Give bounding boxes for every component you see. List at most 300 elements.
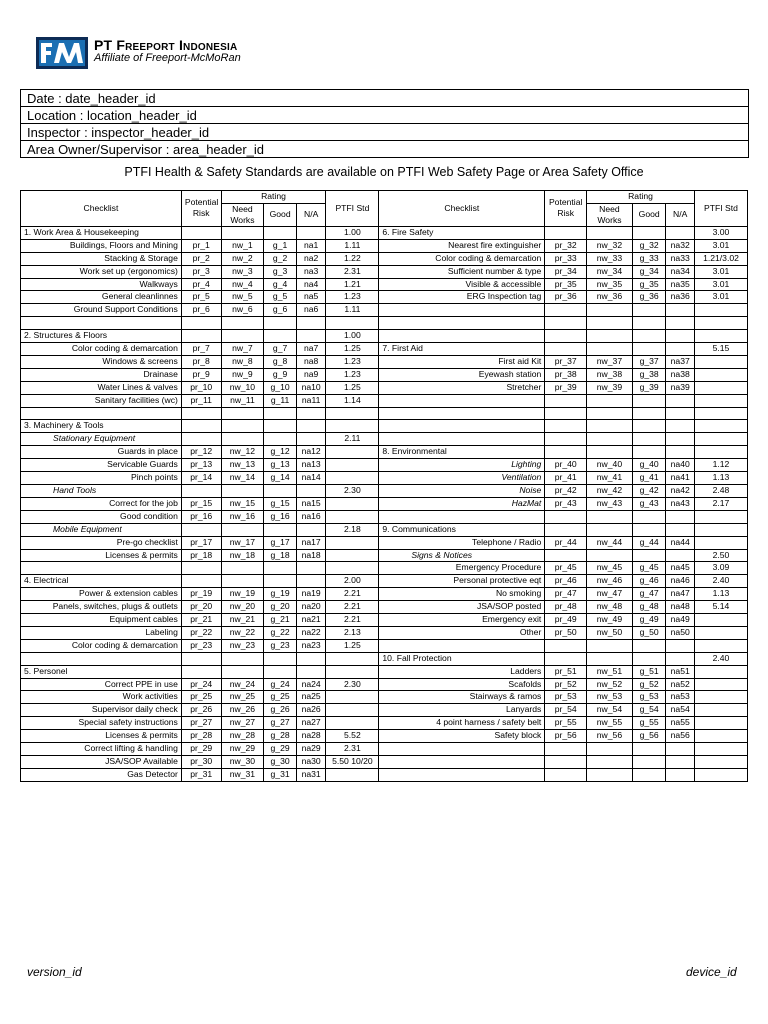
need-works-cell[interactable] (587, 446, 633, 459)
need-works-cell[interactable]: nw_29 (221, 743, 264, 756)
potential-risk-cell[interactable]: pr_13 (181, 459, 221, 472)
good-cell[interactable]: g_40 (632, 459, 666, 472)
good-cell[interactable]: g_36 (632, 291, 666, 304)
na-cell[interactable] (666, 420, 695, 433)
na-cell[interactable] (296, 226, 326, 239)
na-cell[interactable]: na27 (296, 717, 326, 730)
need-works-cell[interactable]: nw_54 (587, 704, 633, 717)
na-cell[interactable]: na41 (666, 472, 695, 485)
na-cell[interactable] (666, 639, 695, 652)
need-works-cell[interactable]: nw_12 (221, 446, 264, 459)
na-cell[interactable] (296, 652, 326, 665)
need-works-cell[interactable] (587, 549, 633, 562)
na-cell[interactable] (666, 768, 695, 781)
need-works-cell[interactable]: nw_39 (587, 381, 633, 394)
need-works-cell[interactable]: nw_32 (587, 239, 633, 252)
potential-risk-cell[interactable]: pr_55 (545, 717, 587, 730)
need-works-cell[interactable] (587, 226, 633, 239)
na-cell[interactable] (666, 446, 695, 459)
good-cell[interactable]: g_16 (264, 510, 297, 523)
na-cell[interactable]: na52 (666, 678, 695, 691)
need-works-cell[interactable]: nw_1 (221, 239, 264, 252)
potential-risk-cell[interactable]: pr_32 (545, 239, 587, 252)
na-cell[interactable]: na51 (666, 665, 695, 678)
na-cell[interactable] (296, 317, 326, 330)
na-cell[interactable] (666, 743, 695, 756)
need-works-cell[interactable]: nw_15 (221, 497, 264, 510)
na-cell[interactable]: na17 (296, 536, 326, 549)
good-cell[interactable]: g_10 (264, 381, 297, 394)
need-works-cell[interactable] (587, 317, 633, 330)
good-cell[interactable]: g_31 (264, 768, 297, 781)
good-cell[interactable]: g_8 (264, 355, 297, 368)
good-cell[interactable]: g_49 (632, 614, 666, 627)
na-cell[interactable] (296, 484, 326, 497)
potential-risk-cell[interactable]: pr_8 (181, 355, 221, 368)
good-cell[interactable] (632, 343, 666, 356)
need-works-cell[interactable]: nw_47 (587, 588, 633, 601)
need-works-cell[interactable] (587, 768, 633, 781)
need-works-cell[interactable] (221, 562, 264, 575)
potential-risk-cell[interactable] (545, 317, 587, 330)
need-works-cell[interactable]: nw_31 (221, 768, 264, 781)
good-cell[interactable] (632, 743, 666, 756)
potential-risk-cell[interactable]: pr_36 (545, 291, 587, 304)
potential-risk-cell[interactable]: pr_40 (545, 459, 587, 472)
need-works-cell[interactable] (221, 330, 264, 343)
potential-risk-cell[interactable]: pr_1 (181, 239, 221, 252)
potential-risk-cell[interactable] (181, 433, 221, 446)
good-cell[interactable] (632, 639, 666, 652)
potential-risk-cell[interactable] (181, 523, 221, 536)
need-works-cell[interactable] (587, 420, 633, 433)
good-cell[interactable]: g_29 (264, 743, 297, 756)
potential-risk-cell[interactable]: pr_45 (545, 562, 587, 575)
potential-risk-cell[interactable]: pr_28 (181, 730, 221, 743)
potential-risk-cell[interactable] (181, 665, 221, 678)
need-works-cell[interactable]: nw_35 (587, 278, 633, 291)
na-cell[interactable] (296, 575, 326, 588)
need-works-cell[interactable]: nw_33 (587, 252, 633, 265)
potential-risk-cell[interactable] (545, 433, 587, 446)
na-cell[interactable]: na43 (666, 497, 695, 510)
na-cell[interactable] (666, 407, 695, 420)
good-cell[interactable] (632, 756, 666, 769)
good-cell[interactable]: g_1 (264, 239, 297, 252)
need-works-cell[interactable]: nw_51 (587, 665, 633, 678)
potential-risk-cell[interactable]: pr_26 (181, 704, 221, 717)
good-cell[interactable]: g_52 (632, 678, 666, 691)
need-works-cell[interactable]: nw_34 (587, 265, 633, 278)
inspector-field[interactable]: Inspector : inspector_header_id (21, 124, 748, 141)
potential-risk-cell[interactable]: pr_14 (181, 472, 221, 485)
need-works-cell[interactable]: nw_50 (587, 626, 633, 639)
na-cell[interactable] (296, 420, 326, 433)
na-cell[interactable]: na25 (296, 691, 326, 704)
need-works-cell[interactable]: nw_44 (587, 536, 633, 549)
potential-risk-cell[interactable]: pr_12 (181, 446, 221, 459)
need-works-cell[interactable]: nw_2 (221, 252, 264, 265)
good-cell[interactable] (632, 652, 666, 665)
need-works-cell[interactable]: nw_30 (221, 756, 264, 769)
need-works-cell[interactable]: nw_16 (221, 510, 264, 523)
good-cell[interactable] (632, 304, 666, 317)
potential-risk-cell[interactable]: pr_16 (181, 510, 221, 523)
potential-risk-cell[interactable]: pr_43 (545, 497, 587, 510)
na-cell[interactable] (666, 523, 695, 536)
good-cell[interactable]: g_38 (632, 368, 666, 381)
good-cell[interactable]: g_41 (632, 472, 666, 485)
good-cell[interactable]: g_34 (632, 265, 666, 278)
potential-risk-cell[interactable] (545, 420, 587, 433)
need-works-cell[interactable]: nw_20 (221, 601, 264, 614)
na-cell[interactable]: na9 (296, 368, 326, 381)
good-cell[interactable]: g_7 (264, 343, 297, 356)
na-cell[interactable]: na34 (666, 265, 695, 278)
need-works-cell[interactable]: nw_17 (221, 536, 264, 549)
potential-risk-cell[interactable] (545, 226, 587, 239)
na-cell[interactable]: na44 (666, 536, 695, 549)
good-cell[interactable] (632, 446, 666, 459)
na-cell[interactable] (666, 756, 695, 769)
potential-risk-cell[interactable]: pr_2 (181, 252, 221, 265)
need-works-cell[interactable]: nw_7 (221, 343, 264, 356)
na-cell[interactable]: na20 (296, 601, 326, 614)
potential-risk-cell[interactable] (545, 549, 587, 562)
na-cell[interactable]: na45 (666, 562, 695, 575)
need-works-cell[interactable] (587, 743, 633, 756)
good-cell[interactable]: g_27 (264, 717, 297, 730)
potential-risk-cell[interactable] (181, 407, 221, 420)
potential-risk-cell[interactable] (181, 330, 221, 343)
good-cell[interactable]: g_26 (264, 704, 297, 717)
na-cell[interactable]: na40 (666, 459, 695, 472)
good-cell[interactable]: g_56 (632, 730, 666, 743)
potential-risk-cell[interactable]: pr_27 (181, 717, 221, 730)
na-cell[interactable]: na22 (296, 626, 326, 639)
good-cell[interactable]: g_14 (264, 472, 297, 485)
need-works-cell[interactable]: nw_19 (221, 588, 264, 601)
potential-risk-cell[interactable]: pr_15 (181, 497, 221, 510)
na-cell[interactable]: na39 (666, 381, 695, 394)
need-works-cell[interactable]: nw_5 (221, 291, 264, 304)
good-cell[interactable]: g_43 (632, 497, 666, 510)
good-cell[interactable]: g_5 (264, 291, 297, 304)
potential-risk-cell[interactable]: pr_7 (181, 343, 221, 356)
na-cell[interactable]: na26 (296, 704, 326, 717)
need-works-cell[interactable]: nw_53 (587, 691, 633, 704)
need-works-cell[interactable] (221, 484, 264, 497)
potential-risk-cell[interactable]: pr_10 (181, 381, 221, 394)
good-cell[interactable]: g_48 (632, 601, 666, 614)
need-works-cell[interactable] (221, 433, 264, 446)
na-cell[interactable]: na4 (296, 278, 326, 291)
na-cell[interactable]: na1 (296, 239, 326, 252)
good-cell[interactable]: g_22 (264, 626, 297, 639)
need-works-cell[interactable]: nw_43 (587, 497, 633, 510)
good-cell[interactable]: g_21 (264, 614, 297, 627)
good-cell[interactable] (632, 226, 666, 239)
good-cell[interactable]: g_55 (632, 717, 666, 730)
potential-risk-cell[interactable]: pr_56 (545, 730, 587, 743)
potential-risk-cell[interactable]: pr_24 (181, 678, 221, 691)
need-works-cell[interactable]: nw_27 (221, 717, 264, 730)
na-cell[interactable] (666, 433, 695, 446)
good-cell[interactable]: g_18 (264, 549, 297, 562)
need-works-cell[interactable] (221, 523, 264, 536)
na-cell[interactable]: na11 (296, 394, 326, 407)
na-cell[interactable] (296, 523, 326, 536)
potential-risk-cell[interactable]: pr_22 (181, 626, 221, 639)
na-cell[interactable]: na13 (296, 459, 326, 472)
potential-risk-cell[interactable]: pr_18 (181, 549, 221, 562)
need-works-cell[interactable]: nw_21 (221, 614, 264, 627)
potential-risk-cell[interactable]: pr_49 (545, 614, 587, 627)
good-cell[interactable] (264, 407, 297, 420)
potential-risk-cell[interactable]: pr_41 (545, 472, 587, 485)
good-cell[interactable] (264, 420, 297, 433)
need-works-cell[interactable] (221, 317, 264, 330)
need-works-cell[interactable]: nw_41 (587, 472, 633, 485)
potential-risk-cell[interactable]: pr_17 (181, 536, 221, 549)
good-cell[interactable]: g_30 (264, 756, 297, 769)
potential-risk-cell[interactable] (181, 226, 221, 239)
need-works-cell[interactable]: nw_28 (221, 730, 264, 743)
good-cell[interactable] (632, 330, 666, 343)
good-cell[interactable]: g_33 (632, 252, 666, 265)
need-works-cell[interactable]: nw_38 (587, 368, 633, 381)
na-cell[interactable] (666, 330, 695, 343)
potential-risk-cell[interactable] (545, 330, 587, 343)
potential-risk-cell[interactable]: pr_50 (545, 626, 587, 639)
potential-risk-cell[interactable]: pr_35 (545, 278, 587, 291)
potential-risk-cell[interactable] (545, 523, 587, 536)
na-cell[interactable]: na6 (296, 304, 326, 317)
good-cell[interactable]: g_17 (264, 536, 297, 549)
need-works-cell[interactable]: nw_52 (587, 678, 633, 691)
na-cell[interactable]: na10 (296, 381, 326, 394)
potential-risk-cell[interactable] (181, 562, 221, 575)
good-cell[interactable]: g_19 (264, 588, 297, 601)
need-works-cell[interactable] (221, 407, 264, 420)
need-works-cell[interactable]: nw_13 (221, 459, 264, 472)
na-cell[interactable]: na31 (296, 768, 326, 781)
need-works-cell[interactable]: nw_49 (587, 614, 633, 627)
na-cell[interactable]: na21 (296, 614, 326, 627)
na-cell[interactable]: na7 (296, 343, 326, 356)
potential-risk-cell[interactable] (545, 743, 587, 756)
need-works-cell[interactable]: nw_42 (587, 484, 633, 497)
good-cell[interactable] (264, 523, 297, 536)
need-works-cell[interactable] (587, 510, 633, 523)
na-cell[interactable] (666, 652, 695, 665)
na-cell[interactable]: na12 (296, 446, 326, 459)
need-works-cell[interactable]: nw_8 (221, 355, 264, 368)
need-works-cell[interactable]: nw_9 (221, 368, 264, 381)
na-cell[interactable] (666, 510, 695, 523)
need-works-cell[interactable]: nw_24 (221, 678, 264, 691)
good-cell[interactable] (632, 433, 666, 446)
potential-risk-cell[interactable]: pr_46 (545, 575, 587, 588)
na-cell[interactable]: na48 (666, 601, 695, 614)
good-cell[interactable] (264, 575, 297, 588)
potential-risk-cell[interactable]: pr_33 (545, 252, 587, 265)
na-cell[interactable]: na2 (296, 252, 326, 265)
na-cell[interactable]: na36 (666, 291, 695, 304)
potential-risk-cell[interactable]: pr_44 (545, 536, 587, 549)
na-cell[interactable]: na18 (296, 549, 326, 562)
need-works-cell[interactable]: nw_26 (221, 704, 264, 717)
potential-risk-cell[interactable]: pr_21 (181, 614, 221, 627)
good-cell[interactable]: g_42 (632, 484, 666, 497)
need-works-cell[interactable] (221, 665, 264, 678)
na-cell[interactable]: na8 (296, 355, 326, 368)
na-cell[interactable]: na29 (296, 743, 326, 756)
good-cell[interactable]: g_50 (632, 626, 666, 639)
good-cell[interactable]: g_4 (264, 278, 297, 291)
need-works-cell[interactable] (587, 407, 633, 420)
good-cell[interactable] (632, 420, 666, 433)
need-works-cell[interactable]: nw_3 (221, 265, 264, 278)
na-cell[interactable]: na55 (666, 717, 695, 730)
good-cell[interactable] (632, 523, 666, 536)
good-cell[interactable]: g_24 (264, 678, 297, 691)
need-works-cell[interactable]: nw_48 (587, 601, 633, 614)
na-cell[interactable] (296, 562, 326, 575)
potential-risk-cell[interactable]: pr_23 (181, 639, 221, 652)
na-cell[interactable]: na3 (296, 265, 326, 278)
need-works-cell[interactable] (587, 756, 633, 769)
na-cell[interactable]: na38 (666, 368, 695, 381)
potential-risk-cell[interactable]: pr_52 (545, 678, 587, 691)
good-cell[interactable] (264, 330, 297, 343)
need-works-cell[interactable] (587, 433, 633, 446)
date-field[interactable]: Date : date_header_id (21, 90, 748, 107)
potential-risk-cell[interactable] (181, 484, 221, 497)
potential-risk-cell[interactable] (181, 575, 221, 588)
need-works-cell[interactable] (587, 330, 633, 343)
good-cell[interactable] (632, 510, 666, 523)
potential-risk-cell[interactable] (545, 652, 587, 665)
potential-risk-cell[interactable]: pr_30 (181, 756, 221, 769)
good-cell[interactable] (264, 562, 297, 575)
need-works-cell[interactable] (587, 394, 633, 407)
na-cell[interactable] (296, 433, 326, 446)
good-cell[interactable]: g_53 (632, 691, 666, 704)
good-cell[interactable] (264, 484, 297, 497)
potential-risk-cell[interactable]: pr_11 (181, 394, 221, 407)
need-works-cell[interactable]: nw_40 (587, 459, 633, 472)
area-owner-field[interactable]: Area Owner/Supervisor : area_header_id (21, 141, 748, 158)
need-works-cell[interactable]: nw_45 (587, 562, 633, 575)
potential-risk-cell[interactable]: pr_9 (181, 368, 221, 381)
good-cell[interactable]: g_47 (632, 588, 666, 601)
need-works-cell[interactable]: nw_22 (221, 626, 264, 639)
na-cell[interactable]: na19 (296, 588, 326, 601)
need-works-cell[interactable] (587, 639, 633, 652)
potential-risk-cell[interactable]: pr_6 (181, 304, 221, 317)
potential-risk-cell[interactable] (181, 652, 221, 665)
good-cell[interactable]: g_6 (264, 304, 297, 317)
na-cell[interactable]: na28 (296, 730, 326, 743)
potential-risk-cell[interactable]: pr_54 (545, 704, 587, 717)
potential-risk-cell[interactable]: pr_31 (181, 768, 221, 781)
na-cell[interactable] (666, 343, 695, 356)
na-cell[interactable] (296, 407, 326, 420)
good-cell[interactable]: g_23 (264, 639, 297, 652)
good-cell[interactable]: g_37 (632, 355, 666, 368)
na-cell[interactable] (296, 330, 326, 343)
na-cell[interactable]: na46 (666, 575, 695, 588)
na-cell[interactable]: na50 (666, 626, 695, 639)
potential-risk-cell[interactable] (545, 343, 587, 356)
need-works-cell[interactable] (221, 420, 264, 433)
na-cell[interactable] (296, 665, 326, 678)
good-cell[interactable]: g_51 (632, 665, 666, 678)
potential-risk-cell[interactable]: pr_53 (545, 691, 587, 704)
good-cell[interactable]: g_20 (264, 601, 297, 614)
na-cell[interactable] (666, 226, 695, 239)
need-works-cell[interactable]: nw_55 (587, 717, 633, 730)
potential-risk-cell[interactable] (545, 510, 587, 523)
need-works-cell[interactable]: nw_46 (587, 575, 633, 588)
potential-risk-cell[interactable] (181, 317, 221, 330)
na-cell[interactable]: na42 (666, 484, 695, 497)
na-cell[interactable]: na16 (296, 510, 326, 523)
potential-risk-cell[interactable]: pr_47 (545, 588, 587, 601)
good-cell[interactable]: g_2 (264, 252, 297, 265)
na-cell[interactable]: na53 (666, 691, 695, 704)
potential-risk-cell[interactable] (181, 420, 221, 433)
na-cell[interactable]: na32 (666, 239, 695, 252)
good-cell[interactable] (632, 407, 666, 420)
need-works-cell[interactable] (587, 652, 633, 665)
good-cell[interactable] (264, 433, 297, 446)
need-works-cell[interactable]: nw_10 (221, 381, 264, 394)
potential-risk-cell[interactable] (545, 768, 587, 781)
na-cell[interactable]: na24 (296, 678, 326, 691)
need-works-cell[interactable]: nw_18 (221, 549, 264, 562)
need-works-cell[interactable] (587, 523, 633, 536)
potential-risk-cell[interactable]: pr_38 (545, 368, 587, 381)
good-cell[interactable] (632, 317, 666, 330)
good-cell[interactable] (264, 652, 297, 665)
good-cell[interactable]: g_35 (632, 278, 666, 291)
good-cell[interactable]: g_12 (264, 446, 297, 459)
potential-risk-cell[interactable]: pr_3 (181, 265, 221, 278)
potential-risk-cell[interactable]: pr_42 (545, 484, 587, 497)
need-works-cell[interactable]: nw_14 (221, 472, 264, 485)
potential-risk-cell[interactable]: pr_29 (181, 743, 221, 756)
good-cell[interactable]: g_3 (264, 265, 297, 278)
potential-risk-cell[interactable] (545, 756, 587, 769)
na-cell[interactable] (666, 549, 695, 562)
potential-risk-cell[interactable]: pr_25 (181, 691, 221, 704)
good-cell[interactable] (632, 768, 666, 781)
good-cell[interactable]: g_32 (632, 239, 666, 252)
good-cell[interactable] (632, 549, 666, 562)
good-cell[interactable]: g_13 (264, 459, 297, 472)
na-cell[interactable]: na33 (666, 252, 695, 265)
need-works-cell[interactable] (221, 575, 264, 588)
need-works-cell[interactable] (587, 304, 633, 317)
need-works-cell[interactable]: nw_11 (221, 394, 264, 407)
need-works-cell[interactable] (587, 343, 633, 356)
potential-risk-cell[interactable] (545, 639, 587, 652)
need-works-cell[interactable] (221, 652, 264, 665)
potential-risk-cell[interactable]: pr_5 (181, 291, 221, 304)
na-cell[interactable]: na47 (666, 588, 695, 601)
